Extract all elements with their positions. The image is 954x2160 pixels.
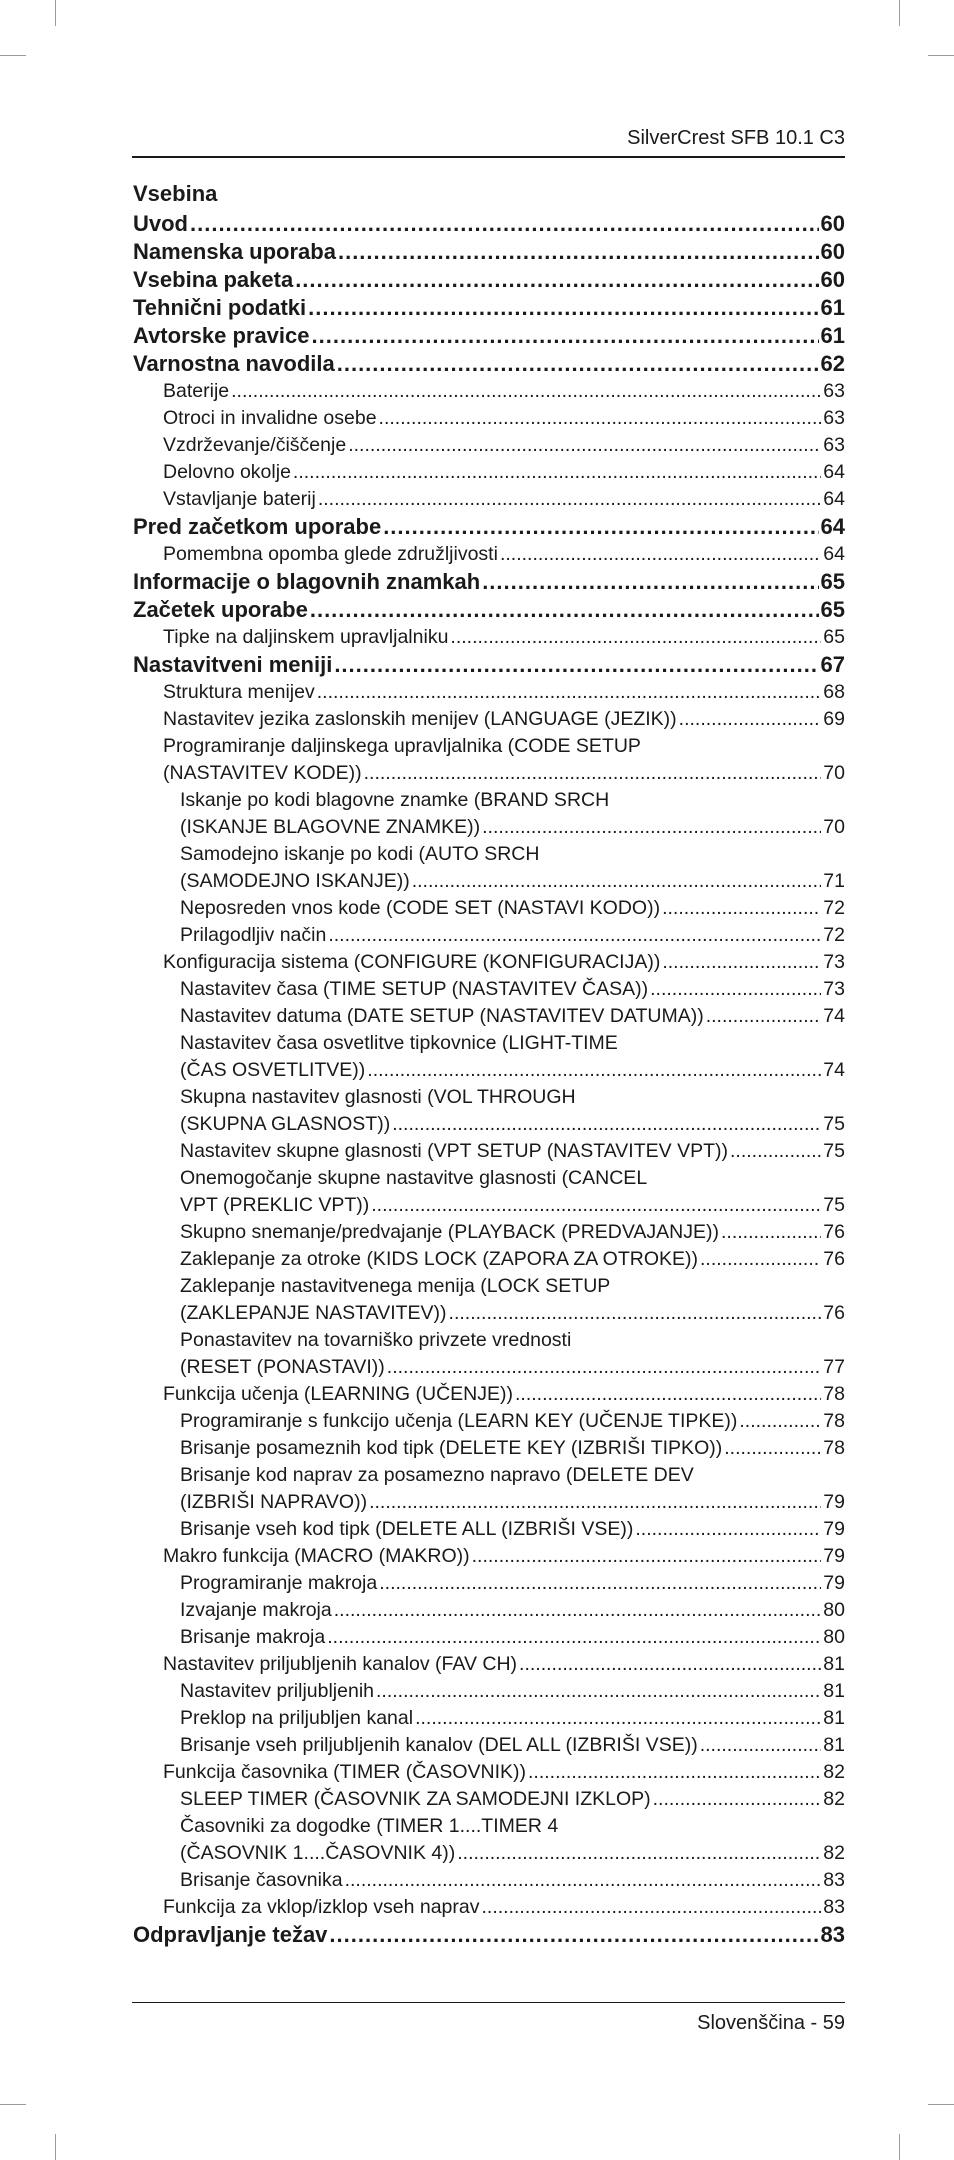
- toc-subsection[interactable]: [132, 922, 845, 949]
- dot-leader: [519, 1651, 821, 1678]
- toc-entry-title: Informacije o blagovnih znamkah: [133, 569, 481, 594]
- toc-page-number: 63: [823, 407, 845, 429]
- footer-rule: [132, 2002, 845, 2003]
- toc-entry-title: Tipke na daljinskem upravljalniku: [163, 624, 450, 651]
- toc-page-number: 83: [820, 1922, 845, 1947]
- dot-leader: [379, 1570, 821, 1597]
- toc-page-number: 60: [820, 267, 845, 292]
- toc-entry-title: Avtorske pravice: [133, 323, 310, 348]
- crop-mark-bottom-right: [899, 2134, 900, 2160]
- dot-leader: [450, 624, 821, 651]
- toc-page-number: 81: [823, 1734, 845, 1756]
- toc-entry-title: Programiranje s funkcijo učenja (LEARN KEY (UČENJE TIPKE)): [180, 1408, 739, 1435]
- toc-page-number: 64: [823, 461, 845, 483]
- toc-chapter[interactable]: [132, 322, 845, 350]
- toc-section[interactable]: [132, 1651, 845, 1678]
- dot-leader: [724, 1435, 821, 1462]
- toc-page-number: 64: [820, 514, 845, 539]
- toc-entry-title: Otroci in invalidne osebe: [163, 405, 379, 432]
- toc-entry-title: Neposreden vnos kode (CODE SET (NASTAVI KODO)): [180, 895, 662, 922]
- toc-entry-title: (ČASOVNIK 1....ČASOVNIK 4)): [180, 1840, 457, 1867]
- toc-entry-line: Skupna nastavitev glasnosti (VOL THROUGH: [180, 1086, 576, 1108]
- dot-leader: [635, 1516, 821, 1543]
- toc-entry-title: Brisanje makroja: [180, 1624, 327, 1651]
- toc-entry-title: Prilagodljiv način: [180, 922, 328, 949]
- toc-subsection[interactable]: [132, 1786, 845, 1813]
- toc-entry-title: (ZAKLEPANJE NASTAVITEV)): [180, 1300, 449, 1327]
- dot-leader: [415, 1705, 821, 1732]
- dot-leader: [482, 1894, 822, 1921]
- toc-entry-title: Baterije: [163, 378, 231, 405]
- toc-subsection[interactable]: [132, 1408, 845, 1435]
- toc-page-number: 79: [823, 1518, 845, 1540]
- toc-page-number: 68: [823, 681, 845, 703]
- toc-page-number: 64: [823, 488, 845, 510]
- toc-page-number: 67: [820, 652, 845, 677]
- toc-subsection[interactable]: [132, 895, 845, 922]
- toc-chapter[interactable]: [132, 1921, 845, 1949]
- dot-leader: [679, 706, 822, 733]
- dot-leader: [327, 1624, 821, 1651]
- toc-entry-title: Vsebina paketa: [133, 267, 294, 292]
- header-rule: [132, 156, 845, 158]
- toc-page-number: 79: [823, 1545, 845, 1567]
- toc-page-number: 69: [823, 708, 845, 730]
- toc-page-number: 75: [823, 1194, 845, 1216]
- crop-mark-top-left: [55, 0, 56, 26]
- toc-entry-title: Začetek uporabe: [133, 597, 308, 622]
- dot-leader: [310, 596, 819, 624]
- toc-entry-title: (SKUPNA GLASNOST)): [180, 1111, 392, 1138]
- dot-leader: [348, 432, 821, 459]
- toc-section[interactable]: [132, 541, 845, 568]
- toc-entry-title: Izvajanje makroja: [180, 1597, 334, 1624]
- toc-subsection[interactable]: [132, 1516, 845, 1543]
- toc-page-number: 80: [823, 1599, 845, 1621]
- dot-leader: [338, 238, 819, 266]
- toc-page-number: 79: [823, 1491, 845, 1513]
- toc-subsection[interactable]: [132, 1300, 845, 1327]
- page-footer: Slovenščina - 59: [697, 2012, 845, 2034]
- dot-leader: [700, 1732, 822, 1759]
- dot-leader: [318, 486, 821, 513]
- toc-subsection[interactable]: [132, 976, 845, 1003]
- toc-chapter[interactable]: [132, 294, 845, 322]
- dot-leader: [345, 1867, 822, 1894]
- dot-leader: [412, 868, 822, 895]
- toc-entry-title: Nastavitev časa (TIME SETUP (NASTAVITEV ČASA)): [180, 976, 650, 1003]
- dot-leader: [528, 1759, 821, 1786]
- toc-entry-title: Nastavitev jezika zaslonskih menijev (LANGUAGE (JEZIK)): [163, 706, 679, 733]
- toc-entry-line: Programiranje daljinskega upravljalnika (CODE SETUP: [163, 735, 641, 757]
- dot-leader: [308, 294, 818, 322]
- toc-page-number: 61: [820, 323, 845, 348]
- toc-entry-title: (NASTAVITEV KODE)): [163, 760, 364, 787]
- crop-mark-bottom-left: [55, 2134, 56, 2160]
- dot-leader: [337, 350, 819, 378]
- crop-mark-right-bottom: [928, 2104, 954, 2105]
- toc-subsection[interactable]: [132, 1192, 845, 1219]
- toc-entry-title: Programiranje makroja: [180, 1570, 379, 1597]
- toc-entry-title: Delovno okolje: [163, 459, 293, 486]
- dot-leader: [387, 1354, 822, 1381]
- toc-entry-line: Zaklepanje nastavitvenega menija (LOCK SETUP: [180, 1275, 611, 1297]
- toc-subsection[interactable]: [132, 1138, 845, 1165]
- toc-section[interactable]: [132, 459, 845, 486]
- toc-subsection[interactable]: [132, 1354, 845, 1381]
- toc-section[interactable]: [132, 679, 845, 706]
- toc-subsection[interactable]: [132, 1057, 845, 1084]
- toc-page-number: 82: [823, 1788, 845, 1810]
- toc-entry-title: (RESET (PONASTAVI)): [180, 1354, 387, 1381]
- toc-page-number: 73: [823, 951, 845, 973]
- toc-entry-title: Pomembna opomba glede združljivosti: [163, 541, 500, 568]
- toc-entry-title: Brisanje posameznih kod tipk (DELETE KEY (IZBRIŠI TIPKO)): [180, 1435, 724, 1462]
- dot-leader: [700, 1246, 821, 1273]
- dot-leader: [457, 1840, 821, 1867]
- toc-entry-title: Varnostna navodila: [133, 351, 335, 376]
- toc-page-number: 72: [823, 897, 845, 919]
- toc-section[interactable]: [132, 486, 845, 513]
- toc-subsection[interactable]: [132, 1435, 845, 1462]
- toc-page-number: 82: [823, 1842, 845, 1864]
- toc-subsection[interactable]: [132, 814, 845, 841]
- toc-section[interactable]: [132, 432, 845, 459]
- toc-page-number: 64: [823, 543, 845, 565]
- toc-entry-line: Nastavitev časa osvetlitve tipkovnice (LIGHT-TIME: [180, 1032, 618, 1054]
- toc-entry-title: Zaklepanje za otroke (KIDS LOCK (ZAPORA ZA OTROKE)): [180, 1246, 700, 1273]
- toc-entry-line: Časovniki za dogodke (TIMER 1....TIMER 4: [180, 1815, 559, 1837]
- toc-chapter[interactable]: [132, 238, 845, 266]
- dot-leader: [317, 679, 822, 706]
- toc-entry-title: Preklop na priljubljen kanal: [180, 1705, 415, 1732]
- toc-entry-title: Makro funkcija (MACRO (MAKRO)): [163, 1543, 472, 1570]
- toc-page-number: 70: [823, 762, 845, 784]
- toc-entry-title: Funkcija za vklop/izklop vseh naprav: [163, 1894, 482, 1921]
- toc-page-number: 72: [823, 924, 845, 946]
- toc-subsection[interactable]: [132, 1705, 845, 1732]
- running-header: SilverCrest SFB 10.1 C3: [627, 127, 845, 149]
- dot-leader: [231, 378, 821, 405]
- dot-leader: [730, 1138, 821, 1165]
- crop-mark-left-top: [0, 55, 26, 56]
- dot-leader: [721, 1219, 821, 1246]
- toc-entry-title: Namenska uporaba: [133, 239, 336, 264]
- toc-entry-title: Nastavitev skupne glasnosti (VPT SETUP (NASTAVITEV VPT)): [180, 1138, 730, 1165]
- toc-page-number: 81: [823, 1680, 845, 1702]
- toc-entry-title: Vzdrževanje/čiščenje: [163, 432, 348, 459]
- dot-leader: [329, 1921, 818, 1949]
- toc-subsection[interactable]: [132, 1840, 845, 1867]
- toc-subsection[interactable]: [132, 868, 845, 895]
- toc-chapter[interactable]: [132, 596, 845, 624]
- toc-entry-title: (SAMODEJNO ISKANJE)): [180, 868, 412, 895]
- toc-entry-title: VPT (PREKLIC VPT)): [180, 1192, 371, 1219]
- toc-page-number: 78: [823, 1383, 845, 1405]
- toc-page-number: 80: [823, 1626, 845, 1648]
- dot-leader: [371, 1192, 821, 1219]
- dot-leader: [653, 1786, 822, 1813]
- toc-entry-title: Vstavljanje baterij: [163, 486, 318, 513]
- crop-mark-left-bottom: [0, 2104, 26, 2105]
- toc-page-number: 76: [823, 1248, 845, 1270]
- toc-page-number: 65: [823, 626, 845, 648]
- toc-page-number: 77: [823, 1356, 845, 1378]
- toc-chapter[interactable]: [132, 651, 845, 679]
- toc-entry-title: Nastavitev datuma (DATE SETUP (NASTAVITEV DATUMA)): [180, 1003, 706, 1030]
- dot-leader: [367, 1057, 821, 1084]
- toc-heading: Vsebina: [133, 181, 218, 206]
- toc-entry-title: (ISKANJE BLAGOVNE ZNAMKE)): [180, 814, 482, 841]
- toc-subsection[interactable]: [132, 1003, 845, 1030]
- toc-section[interactable]: [132, 949, 845, 976]
- toc-subsection[interactable]: [132, 1219, 845, 1246]
- toc-entry-title: Brisanje vseh priljubljenih kanalov (DEL ALL (IZBRIŠI VSE)): [180, 1732, 700, 1759]
- toc-subsection[interactable]: [132, 1624, 845, 1651]
- toc-page-number: 63: [823, 434, 845, 456]
- toc-entry-title: (IZBRIŠI NAPRAVO)): [180, 1489, 369, 1516]
- toc-chapter[interactable]: [132, 568, 845, 596]
- toc-entry-title: Brisanje vseh kod tipk (DELETE ALL (IZBRIŠI VSE)): [180, 1516, 635, 1543]
- dot-leader: [295, 266, 818, 294]
- toc-subsection[interactable]: [132, 1489, 845, 1516]
- toc-subsection[interactable]: [132, 1246, 845, 1273]
- toc-entry-title: Tehnični podatki: [133, 295, 307, 320]
- toc-page-number: 63: [823, 380, 845, 402]
- toc-page-number: 78: [823, 1437, 845, 1459]
- toc-chapter[interactable]: [132, 266, 845, 294]
- dot-leader: [482, 814, 821, 841]
- toc-section[interactable]: [132, 405, 845, 432]
- dot-leader: [376, 1678, 821, 1705]
- toc-entry-line: Brisanje kod naprav za posamezno napravo (DELETE DEV: [180, 1464, 694, 1486]
- toc-chapter[interactable]: [132, 350, 845, 378]
- crop-mark-right-top: [928, 55, 954, 56]
- dot-leader: [334, 651, 818, 679]
- toc-page-number: 78: [823, 1410, 845, 1432]
- dot-leader: [334, 1597, 822, 1624]
- crop-mark-top-right: [899, 0, 900, 26]
- toc-entry-line: Iskanje po kodi blagovne znamke (BRAND SRCH: [180, 789, 610, 811]
- dot-leader: [739, 1408, 821, 1435]
- toc-page-number: 73: [823, 978, 845, 1000]
- toc-subsection[interactable]: [132, 1597, 845, 1624]
- toc-section[interactable]: [132, 624, 845, 651]
- toc-section[interactable]: [132, 1543, 845, 1570]
- toc-chapter[interactable]: [132, 513, 845, 541]
- toc-entry-title: SLEEP TIMER (ČASOVNIK ZA SAMODEJNI IZKLOP): [180, 1786, 653, 1813]
- toc-page-number: 83: [823, 1869, 845, 1891]
- dot-leader: [379, 405, 822, 432]
- dot-leader: [515, 1381, 821, 1408]
- toc-page-number: 70: [823, 816, 845, 838]
- toc-page-number: 75: [823, 1140, 845, 1162]
- toc-entry-title: Nastavitev priljubljenih: [180, 1678, 376, 1705]
- toc-page-number: 61: [820, 295, 845, 320]
- toc-section[interactable]: [132, 1759, 845, 1786]
- toc-section[interactable]: [132, 378, 845, 405]
- dot-leader: [293, 459, 821, 486]
- toc-page-number: 75: [823, 1113, 845, 1135]
- toc-page-number: 65: [820, 597, 845, 622]
- dot-leader: [190, 210, 819, 238]
- toc-entry-line: Samodejno iskanje po kodi (AUTO SRCH: [180, 843, 540, 865]
- toc-entry-title: Uvod: [133, 211, 188, 236]
- dot-leader: [328, 922, 821, 949]
- toc-page-number: 71: [823, 870, 845, 892]
- toc-entry-title: Funkcija učenja (LEARNING (UČENJE)): [163, 1381, 515, 1408]
- toc-page-number: 83: [823, 1896, 845, 1918]
- toc-page-number: 82: [823, 1761, 845, 1783]
- dot-leader: [662, 949, 821, 976]
- toc-page-number: 76: [823, 1221, 845, 1243]
- toc-subsection[interactable]: [132, 1111, 845, 1138]
- dot-leader: [449, 1300, 822, 1327]
- toc-page-number: 60: [820, 239, 845, 264]
- toc-page-number: 81: [823, 1653, 845, 1675]
- dot-leader: [383, 513, 818, 541]
- toc-entry-title: Nastavitveni meniji: [133, 652, 333, 677]
- table-of-contents: [132, 210, 845, 1949]
- toc-subsection[interactable]: [132, 1570, 845, 1597]
- toc-page-number: 74: [823, 1059, 845, 1081]
- toc-entry-title: Struktura menijev: [163, 679, 317, 706]
- toc-entry-title: Odpravljanje težav: [133, 1922, 328, 1947]
- toc-entry-title: Konfiguracija sistema (CONFIGURE (KONFIGURACIJA)): [163, 949, 662, 976]
- toc-chapter[interactable]: [132, 210, 845, 238]
- toc-page-number: 60: [820, 211, 845, 236]
- toc-subsection[interactable]: [132, 1732, 845, 1759]
- dot-leader: [392, 1111, 821, 1138]
- dot-leader: [662, 895, 821, 922]
- toc-section[interactable]: [132, 1381, 845, 1408]
- toc-entry-title: Skupno snemanje/predvajanje (PLAYBACK (PREDVAJANJE)): [180, 1219, 721, 1246]
- dot-leader: [369, 1489, 821, 1516]
- toc-section[interactable]: [132, 706, 845, 733]
- toc-entry-line: Ponastavitev na tovarniško privzete vrednosti: [180, 1329, 572, 1351]
- toc-entry-title: Funkcija časovnika (TIMER (ČASOVNIK)): [163, 1759, 528, 1786]
- toc-subsection[interactable]: [132, 1678, 845, 1705]
- toc-entry-title: Nastavitev priljubljenih kanalov (FAV CH): [163, 1651, 519, 1678]
- dot-leader: [706, 1003, 822, 1030]
- dot-leader: [364, 760, 822, 787]
- toc-section[interactable]: [132, 760, 845, 787]
- toc-page-number: 76: [823, 1302, 845, 1324]
- toc-page-number: 79: [823, 1572, 845, 1594]
- toc-page-number: 81: [823, 1707, 845, 1729]
- dot-leader: [500, 541, 821, 568]
- dot-leader: [650, 976, 821, 1003]
- toc-entry-title: Pred začetkom uporabe: [133, 514, 382, 539]
- dot-leader: [312, 322, 819, 350]
- toc-page-number: 62: [820, 351, 845, 376]
- toc-page-number: 74: [823, 1005, 845, 1027]
- toc-page-number: 65: [820, 569, 845, 594]
- toc-entry-title: Brisanje časovnika: [180, 1867, 345, 1894]
- toc-section[interactable]: [132, 1894, 845, 1921]
- toc-subsection[interactable]: [132, 1867, 845, 1894]
- toc-entry-title: (ČAS OSVETLITVE)): [180, 1057, 367, 1084]
- toc-entry-line: Onemogočanje skupne nastavitve glasnosti (CANCEL: [180, 1167, 648, 1189]
- dot-leader: [482, 568, 818, 596]
- dot-leader: [472, 1543, 822, 1570]
